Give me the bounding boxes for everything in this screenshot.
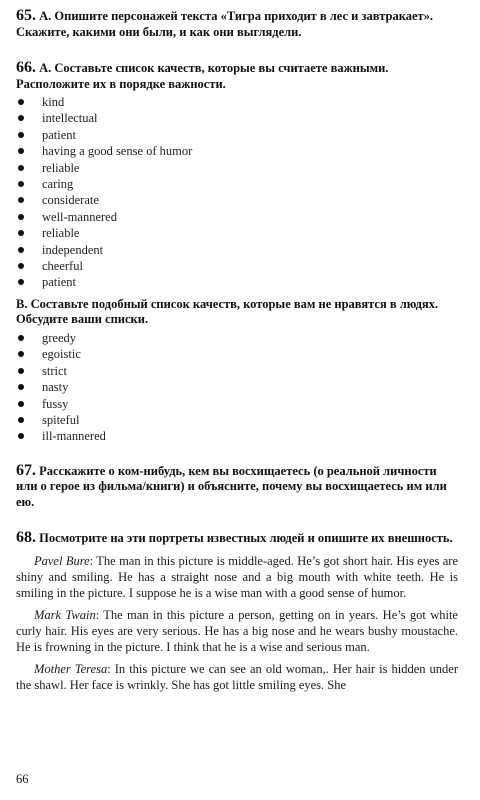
- list-item: [16, 379, 458, 395]
- list-item: [16, 110, 458, 126]
- task-66-part-a: [16, 60, 458, 92]
- description-paragraph: [16, 553, 458, 601]
- bullet-icon: [18, 351, 24, 357]
- qualities-list-disliked: [16, 330, 458, 445]
- bullet-icon: [18, 230, 24, 236]
- bullet-icon: [18, 165, 24, 171]
- bullet-icon: [18, 279, 24, 285]
- bullet-icon: [18, 401, 24, 407]
- bullet-icon: [18, 368, 24, 374]
- description-text: : In this picture we can see an old woman,. Her hair is hidden under the shawl. Her face is wrinkly. She has got little smiling eyes. She: [16, 661, 459, 692]
- bullet-icon: [18, 417, 24, 423]
- list-item: [16, 412, 458, 428]
- task-66-part-b-text: В. Составьте подобный список качеств, которые вам не нравятся в людях. Обсудите ваши списки.: [16, 296, 439, 327]
- list-item: [16, 242, 458, 258]
- bullet-icon: [18, 214, 24, 220]
- list-item-label: well-mannered: [42, 209, 117, 224]
- bullet-icon: [18, 148, 24, 154]
- task-65-number: 65.: [16, 7, 36, 24]
- list-item: [16, 346, 458, 362]
- task-68-number: 68.: [16, 529, 36, 547]
- person-name: Mark Twain: [34, 607, 96, 622]
- list-item-label: greedy: [42, 330, 77, 345]
- page-number: 66: [16, 772, 29, 786]
- list-item-label: nasty: [42, 380, 69, 395]
- list-item: [16, 330, 458, 346]
- bullet-icon: [18, 263, 24, 269]
- list-item: [16, 396, 458, 412]
- list-item-label: caring: [42, 177, 74, 192]
- list-item-label: kind: [42, 95, 65, 109]
- list-item: [16, 94, 458, 110]
- task-66-number: 66.: [16, 59, 36, 76]
- list-item-label: reliable: [42, 160, 80, 175]
- list-item: [16, 209, 458, 225]
- list-item: [16, 428, 458, 444]
- description-text: : The man in this picture a person, getting on in years. He’s got white curly hair. His eyes are very serious. He has a big nose and he wears bushy moustache. He is frowning in the picture. I think that he is a wise and serious man.: [16, 607, 458, 654]
- bullet-icon: [18, 115, 24, 121]
- list-item-label: patient: [42, 275, 77, 290]
- bullet-icon: [18, 132, 24, 138]
- description-paragraph: [16, 661, 458, 693]
- task-66-part-a-text: А. Составьте список качеств, которые вы считаете важными. Расположите их в порядке важности.: [16, 61, 389, 91]
- task-67: [16, 463, 458, 511]
- bullet-icon: [18, 197, 24, 203]
- list-item: [16, 225, 458, 241]
- description-paragraph: [16, 607, 458, 655]
- list-item: [16, 127, 458, 143]
- qualities-list-liked: [16, 94, 458, 291]
- list-item-label: fussy: [42, 396, 69, 411]
- task-68: [16, 530, 458, 547]
- list-item-label: considerate: [42, 193, 99, 208]
- list-item: [16, 192, 458, 208]
- list-item-label: strict: [42, 363, 67, 378]
- description-text: : The man in this picture is middle-aged. He’s got short hair. His eyes are shiny and smiling. He has a straight nose and a big mouth with white teeth. He is smiling in the picture. I suppose he is a wise man with a good sense of humor.: [16, 553, 458, 600]
- list-item: [16, 143, 458, 159]
- task-65: [16, 8, 458, 40]
- list-item-label: patient: [42, 127, 77, 142]
- bullet-icon: [18, 335, 24, 341]
- list-item-label: independent: [42, 242, 104, 257]
- list-item: [16, 160, 458, 176]
- bullet-icon: [18, 433, 24, 439]
- bullet-icon: [18, 384, 24, 390]
- list-item: [16, 363, 458, 379]
- list-item: [16, 274, 458, 290]
- list-item-label: intellectual: [42, 111, 98, 126]
- list-item-label: reliable: [42, 226, 80, 241]
- person-name: Mother Teresa: [34, 661, 108, 676]
- list-item-label: ill-mannered: [42, 429, 106, 444]
- bullet-icon: [18, 181, 24, 187]
- task-68-text: Посмотрите на эти портреты известных людей и опишите их внешность.: [39, 531, 453, 546]
- list-item-label: having a good sense of humor: [42, 144, 193, 159]
- task-66-part-b: [16, 297, 458, 328]
- list-item: [16, 176, 458, 192]
- task-67-text: Расскажите о ком-нибудь, кем вы восхищаетесь (о реальной личности или о герое из фильма/книги) и объясните, почему вы восхищаетесь им или ею.: [16, 463, 447, 509]
- list-item-label: egoistic: [42, 347, 81, 362]
- person-name: Pavel Bure: [34, 553, 90, 568]
- task-65-text: А. Опишите персонажей текста «Тигра приходит в лес и завтракает». Скажите, какими они были, и как они выглядели.: [16, 9, 434, 39]
- list-item-label: cheerful: [42, 259, 83, 274]
- list-item-label: spiteful: [42, 412, 80, 427]
- bullet-icon: [18, 247, 24, 253]
- list-item: [16, 258, 458, 274]
- task-67-number: 67.: [16, 461, 36, 479]
- bullet-icon: [18, 99, 24, 105]
